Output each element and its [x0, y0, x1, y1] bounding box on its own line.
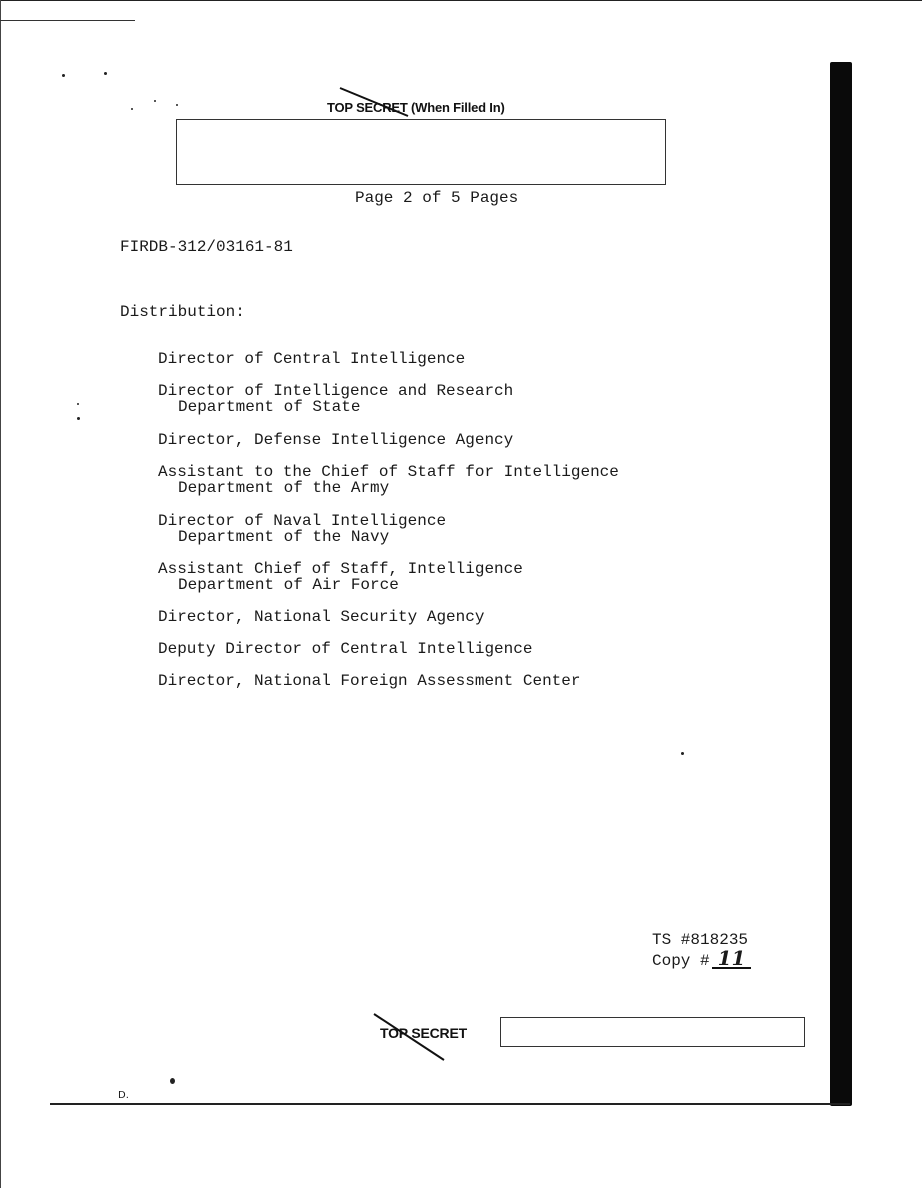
scan-speck [176, 104, 178, 106]
footer-strikethrough [372, 1012, 448, 1064]
list-item [158, 513, 718, 545]
recipient-department: Department of the Navy [178, 528, 390, 546]
list-item [158, 464, 718, 496]
copy-number-handwritten: 11 [712, 949, 752, 969]
recipient-name: Director of Intelligence and Research [158, 382, 514, 400]
recipient-name: Director, National Foreign Assessment Center [158, 672, 581, 690]
classification-strikethrough [338, 86, 410, 120]
list-item [158, 561, 718, 593]
page-indicator: Page 2 of 5 Pages [355, 189, 519, 207]
footer-classification: TOP SECRET [380, 1025, 467, 1041]
header-blank-box [176, 119, 666, 185]
scan-edge-bar [830, 62, 852, 1106]
list-item [158, 609, 718, 625]
list-item [158, 673, 718, 689]
scan-speck [154, 100, 156, 102]
recipient-name: Director of Central Intelligence [158, 350, 466, 368]
recipient-name: Director, Defense Intelligence Agency [158, 431, 514, 449]
copy-label: Copy # [652, 952, 710, 970]
document-id: FIRDB-312/03161-81 [120, 238, 293, 256]
recipient-name: Assistant Chief of Staff, Intelligence [158, 560, 523, 578]
header-rule [0, 20, 135, 21]
recipient-name: Director of Naval Intelligence [158, 512, 447, 530]
page-edge-top [0, 0, 922, 1]
copy-line [652, 946, 751, 970]
scan-speck [77, 417, 80, 420]
recipient-department: Department of the Army [178, 479, 390, 497]
recipient-department: Department of State [178, 398, 361, 416]
scan-speck [131, 108, 133, 110]
list-item [158, 351, 718, 367]
recipient-name: Deputy Director of Central Intelligence [158, 640, 533, 658]
distribution-label: Distribution: [120, 303, 245, 321]
footer-rule [50, 1103, 850, 1105]
recipient-department: Department of Air Force [178, 576, 399, 594]
scan-speck [104, 72, 107, 75]
scan-speck [681, 752, 684, 755]
footer-mark: D. [118, 1090, 129, 1101]
scan-speck [170, 1078, 175, 1084]
footer-blank-box [500, 1017, 805, 1047]
scan-speck [77, 403, 79, 405]
ts-control-number: TS #818235 [652, 931, 749, 949]
list-item [158, 432, 718, 448]
list-item [158, 383, 718, 415]
scan-speck [62, 74, 65, 77]
page-edge-left [0, 0, 1, 1188]
header-classification: TOP SECRET (When Filled In) [327, 100, 505, 115]
list-item [158, 641, 718, 657]
recipient-name: Assistant to the Chief of Staff for Intelligence [158, 463, 619, 481]
recipient-name: Director, National Security Agency [158, 608, 485, 626]
